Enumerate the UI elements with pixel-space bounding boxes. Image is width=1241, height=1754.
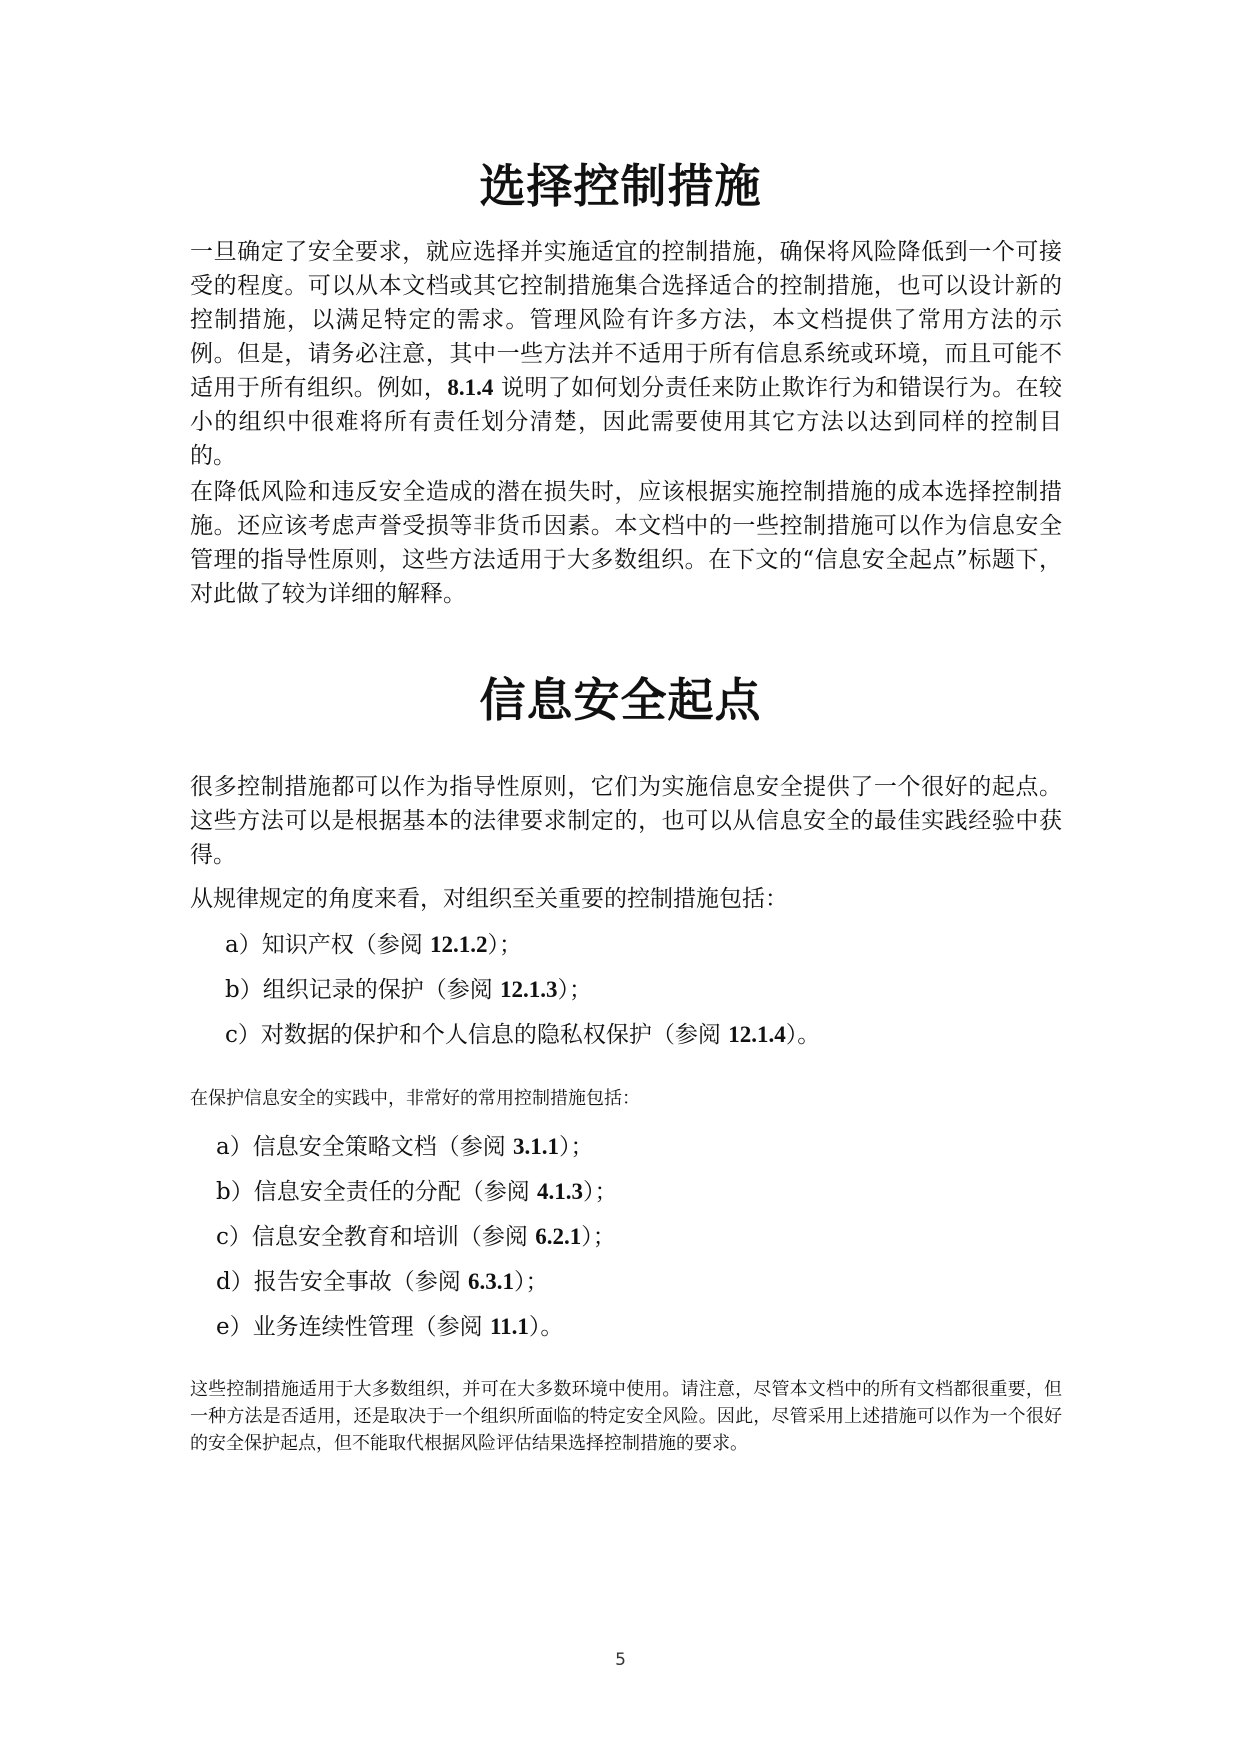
section-heading-starting-point: 信息安全起点 [479, 673, 762, 727]
list-item-end: ）； [487, 932, 523, 958]
list-item [225, 967, 820, 1012]
list-item-text: 信息安全责任的分配（参阅 [253, 1179, 538, 1205]
list-item [216, 1304, 618, 1349]
list-item [225, 1012, 820, 1057]
legal-controls-list [225, 922, 820, 1057]
practice-controls-list [216, 1124, 618, 1349]
list-item-end: ）； [581, 1224, 616, 1250]
list-item [216, 1124, 618, 1169]
section-reference: 11.1 [489, 1314, 529, 1339]
paragraph-select-controls [190, 235, 1062, 473]
list-item-end: ）。 [785, 1022, 821, 1048]
section-reference: 6.3.1 [468, 1269, 515, 1294]
list-item-end: ）； [583, 1179, 618, 1205]
section-reference: 3.1.1 [513, 1134, 560, 1159]
page-number: 5 [615, 1650, 626, 1670]
list-item-end: ）。 [528, 1314, 564, 1340]
list-marker: c） [216, 1224, 252, 1250]
list-item-end: ）； [514, 1269, 549, 1295]
section-reference: 4.1.3 [537, 1179, 584, 1204]
section-reference: 8.1.4 [447, 375, 494, 400]
list-item [216, 1214, 618, 1259]
paragraph-cost-considerations: 在降低风险和违反安全造成的潜在损失时，应该根据实施控制措施的成本选择控制措施。还应该考虑声誉受损等非货币因素。本文档中的一些控制措施可以作为信息安全管理的指导性原则，这些方法适用于大多数组织。在下文的“信息安全起点”标题下，对此做了较为详细的解释。 [190, 479, 1062, 607]
paragraph-practice-controls-intro: 在保护信息安全的实践中，非常好的常用控制措施包括： [190, 1088, 640, 1109]
section-reference: 6.2.1 [535, 1224, 582, 1249]
list-marker: b） [225, 977, 263, 1003]
paragraph-text: 说明了如何划分责任来防止欺诈行为和错误行为。在较小的组织中很难将所有责任划分清楚，因此需要使用其它方法以达到同样的控制目的。 [190, 375, 1063, 469]
section-heading-select-controls: 选择控制措施 [479, 159, 762, 213]
paragraph-closing-note: 这些控制措施适用于大多数组织，并可在大多数环境中使用。请注意，尽管本文档中的所有文档都很重要，但一种方法是否适用，还是取决于一个组织所面临的特定安全风险。因此，尽管采用上述措施可以作为一个很好的安全保护起点，但不能取代根据风险评估结果选择控制措施的要求。 [190, 1379, 1062, 1454]
list-item-text: 业务连续性管理（参阅 [252, 1314, 490, 1340]
list-item-end: ）； [559, 1134, 594, 1160]
section-reference: 12.1.3 [500, 977, 558, 1002]
list-item [216, 1169, 618, 1214]
list-item-text: 信息安全教育和培训（参阅 [251, 1224, 536, 1250]
list-marker: b） [216, 1179, 254, 1205]
list-item-text: 组织记录的保护（参阅 [262, 977, 501, 1003]
list-item-text: 知识产权（参阅 [261, 932, 431, 958]
list-item-text: 对数据的保护和个人信息的隐私权保护（参阅 [260, 1022, 729, 1048]
list-item [225, 922, 820, 967]
paragraph-text: 一旦确定了安全要求，就应选择并实施适宜的控制措施，确保将风险降低到一个可接受的程度。可以从本文档或其它控制措施集合选择适合的控制措施，也可以设计新的控制措施，以满足特定的需求。管理风险有许多方法，本文档提供了常用方法的示例。但是，请务必注意，其中一些方法并不适用于所有信息系统或环境，而且可能不适用于所有组织。例如， [190, 239, 1062, 401]
paragraph-starting-point-intro: 很多控制措施都可以作为指导性原则，它们为实施信息安全提供了一个很好的起点。这些方法可以是根据基本的法律要求制定的，也可以从信息安全的最佳实践经验中获得。 [190, 774, 1062, 868]
list-marker: c） [225, 1022, 261, 1048]
list-item-text: 信息安全策略文档（参阅 [252, 1134, 514, 1160]
section-reference: 12.1.2 [430, 932, 488, 957]
list-marker: a） [225, 932, 262, 958]
list-item-end: ）； [557, 977, 593, 1003]
list-marker: e） [216, 1314, 253, 1340]
list-marker: a） [216, 1134, 253, 1160]
list-item-text: 报告安全事故（参阅 [253, 1269, 469, 1295]
list-item [216, 1259, 618, 1304]
paragraph-legal-controls-intro: 从规律规定的角度来看，对组织至关重要的控制措施包括： [190, 886, 788, 912]
list-marker: d） [216, 1269, 254, 1295]
section-reference: 12.1.4 [728, 1022, 786, 1047]
